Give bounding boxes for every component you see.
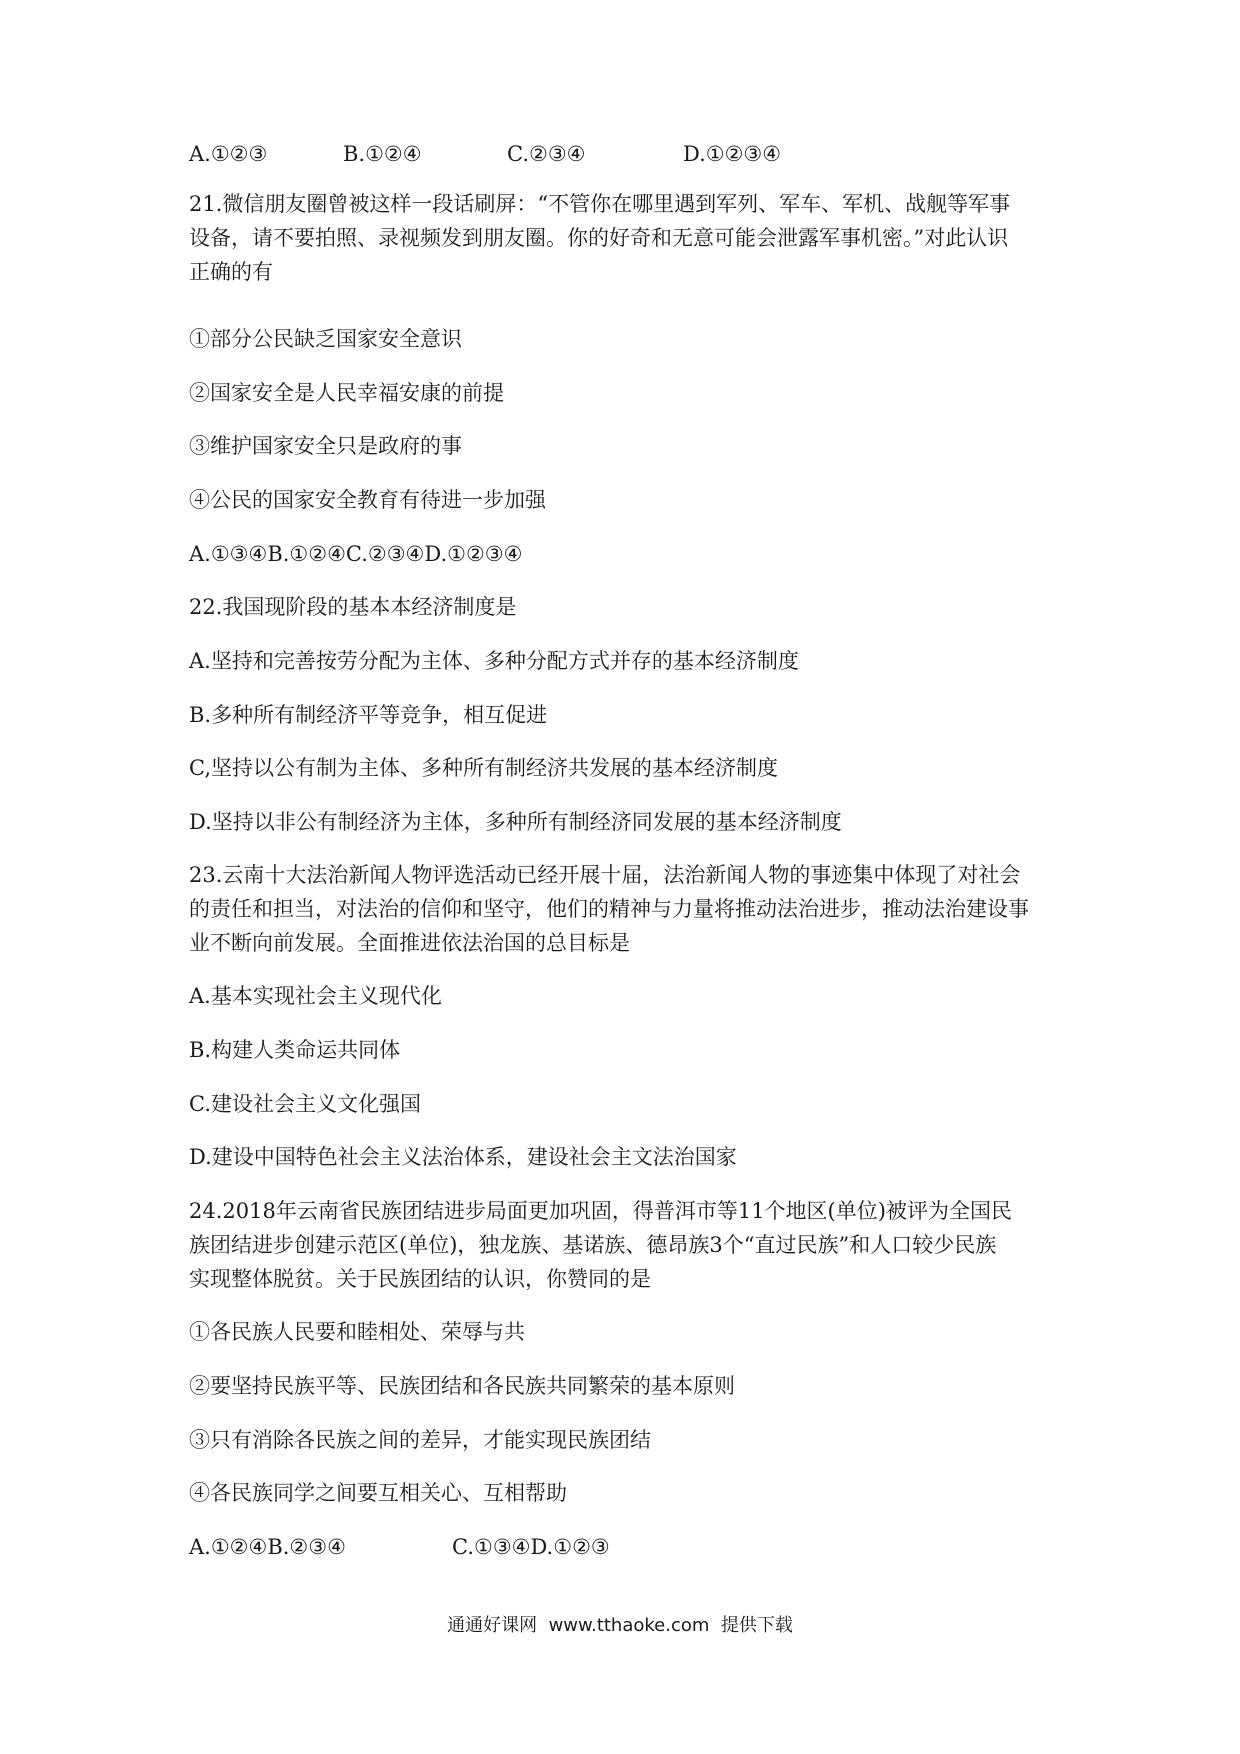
- question-23-stem-line: 23.云南十大法治新闻人物评选活动已经开展十届，法治新闻人物的事迹集中体现了对社会: [189, 863, 1021, 887]
- question-21-stem-line: 21.微信朋友圈曾被这样一段话刷屏：“不管你在哪里遇到军列、军车、军机、战舰等军事: [189, 192, 1011, 216]
- question-21-item: ②国家安全是人民幸福安康的前提: [189, 381, 504, 405]
- question-21-item: ④公民的国家安全教育有待进一步加强: [189, 488, 546, 512]
- option-a: A.①②③: [189, 142, 268, 166]
- option-b: B.①②④: [343, 142, 422, 166]
- question-23-option: A.基本实现社会主义现代化: [189, 984, 442, 1008]
- question-21-item: ①部分公民缺乏国家安全意识: [189, 327, 462, 351]
- question-24-options-cd: C.①③④D.①②③: [452, 1535, 610, 1559]
- question-23-option: D.建设中国特色社会主义法治体系，建设社会主文法治国家: [189, 1145, 737, 1169]
- question-24-stem-line: 实现整体脱贫。关于民族团结的认识，你赞同的是: [189, 1267, 651, 1291]
- question-23-stem-line: 业不断向前发展。全面推进依法治国的总目标是: [189, 931, 630, 955]
- question-24-item: ④各民族同学之间要互相关心、互相帮助: [189, 1481, 567, 1505]
- question-24-stem-line: 族团结进步创建示范区(单位)，独龙族、基诺族、德昂族3个“直过民族”和人口较少民族: [189, 1233, 997, 1257]
- question-24-item: ③只有消除各民族之间的差异，才能实现民族团结: [189, 1428, 651, 1452]
- question-23-stem-line: 的责任和担当，对法治的信仰和坚守，他们的精神与力量将推动法治进步，推动法治建设事: [189, 897, 1029, 921]
- question-22-stem: 22.我国现阶段的基本本经济制度是: [189, 595, 517, 619]
- question-24-item: ①各民族人民要和睦相处、荣辱与共: [189, 1320, 525, 1344]
- question-23-option: B.构建人类命运共同体: [189, 1038, 401, 1062]
- question-22-option: D.坚持以非公有制经济为主体，多种所有制经济同发展的基本经济制度: [189, 810, 842, 834]
- question-24-item: ②要坚持民族平等、民族团结和各民族共同繁荣的基本原则: [189, 1374, 735, 1398]
- question-21-stem-line: 正确的有: [189, 260, 273, 284]
- option-c: C.②③④: [507, 142, 586, 166]
- page-footer: 通通好课网 www.tthaoke.com 提供下载: [447, 1615, 793, 1636]
- question-21-options: A.①③④B.①②④C.②③④D.①②③④: [189, 542, 523, 566]
- question-22-option: A.坚持和完善按劳分配为主体、多种分配方式并存的基本经济制度: [189, 649, 799, 673]
- question-21-stem-line: 设备，请不要拍照、录视频发到朋友圈。你的好奇和无意可能会泄露军事机密。”对此认识: [189, 226, 1009, 250]
- option-d: D.①②③④: [683, 142, 782, 166]
- question-22-option: B.多种所有制经济平等竞争，相互促进: [189, 703, 548, 727]
- question-22-option: C,坚持以公有制为主体、多种所有制经济共发展的基本经济制度: [189, 756, 778, 780]
- question-24-stem-line: 24.2018年云南省民族团结进步局面更加巩固，得普洱市等11个地区(单位)被评为全国民: [189, 1199, 1012, 1223]
- question-23-option: C.建设社会主义文化强国: [189, 1092, 421, 1116]
- question-21-item: ③维护国家安全只是政府的事: [189, 434, 462, 458]
- question-24-options-ab: A.①②④B.②③④: [189, 1535, 346, 1559]
